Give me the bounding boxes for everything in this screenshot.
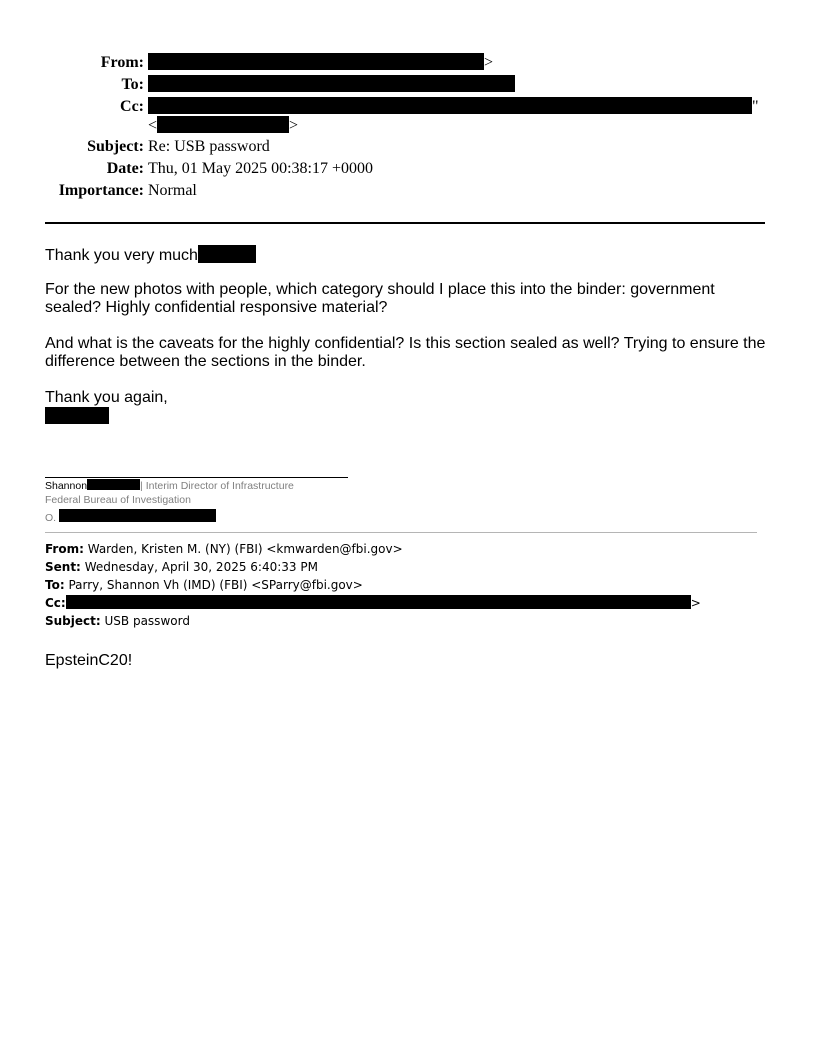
signature-office-prefix: O. [45,512,57,524]
greeting-text: Thank you very much [45,247,198,264]
redaction-box [87,479,140,490]
date-value: Thu, 01 May 2025 00:38:17 +0000 [148,160,374,177]
subject-value: Re: USB password [148,138,270,155]
cc-line2-suffix: > [289,117,299,134]
importance-label: Importance: [58,182,144,199]
to-value [148,75,515,95]
body-paragraph-1: For the new photos with people, which category should I place this into the binder: government sealed? Highly confidential responsive material? [45,281,715,316]
signature-name: Shannon [45,480,88,492]
redaction-box [148,97,752,114]
cc-line2-prefix: < [148,117,158,134]
redaction-box [59,509,216,522]
header-importance-row [0,181,816,201]
header-from-row [0,53,816,73]
original-message-divider [45,532,757,533]
cc-value-continued [148,116,298,136]
signature-title: | Interim Director of Infrastructure [140,480,294,492]
date-label: Date: [106,160,144,177]
redaction-box [148,53,484,70]
redaction-box [66,595,691,609]
to-label: To: [121,76,144,93]
redaction-box [198,245,256,263]
original-subject-row [45,613,765,629]
greeting-line [45,245,770,265]
signature-rule [45,477,348,478]
header-cc-row [0,97,816,117]
header-subject-row [0,137,816,157]
from-label: From: [100,54,144,71]
original-from-value: Warden, Kristen M. (NY) (FBI) <kmwarden@fbi.gov> [87,542,403,556]
original-cc-row [45,595,765,611]
importance-value: Normal [148,182,197,199]
original-to-row [45,577,765,593]
from-suffix: > [484,54,494,71]
original-from-row [45,541,765,557]
subject-label: Subject: [87,138,144,155]
cc-value [148,97,759,117]
original-cc-label: Cc: [45,596,66,610]
from-value [148,53,493,73]
header-to-row [0,75,816,95]
header-cc-row-continued [0,116,816,136]
header-divider [45,222,765,224]
header-date-row [0,159,816,179]
original-sent-row [45,559,765,575]
original-sent-label: Sent: [45,560,81,574]
original-cc-suffix: > [690,596,701,610]
signature-name-line [45,479,294,493]
original-sent-value: Wednesday, April 30, 2025 6:40:33 PM [84,560,318,574]
original-from-label: From: [45,542,84,556]
original-to-value: Parry, Shannon Vh (IMD) (FBI) <SParry@fbi.gov> [68,578,363,592]
redaction-box [157,116,289,133]
original-to-label: To: [45,578,65,592]
original-subject-value: USB password [104,614,190,628]
redaction-box [148,75,515,92]
closing-line: Thank you again, [45,389,168,406]
cc-label: Cc: [120,98,144,115]
original-subject-label: Subject: [45,614,101,628]
signature-org: Federal Bureau of Investigation [45,494,191,506]
cc-suffix: " [752,98,759,115]
original-message-text: EpsteinC20! [45,652,133,669]
body-paragraph-2: And what is the caveats for the highly confidential? Is this section sealed as well? Trying to ensure the difference between the sections in the binder. [45,335,766,370]
signature-office-line [45,509,216,525]
sender-name-redaction [45,407,109,424]
